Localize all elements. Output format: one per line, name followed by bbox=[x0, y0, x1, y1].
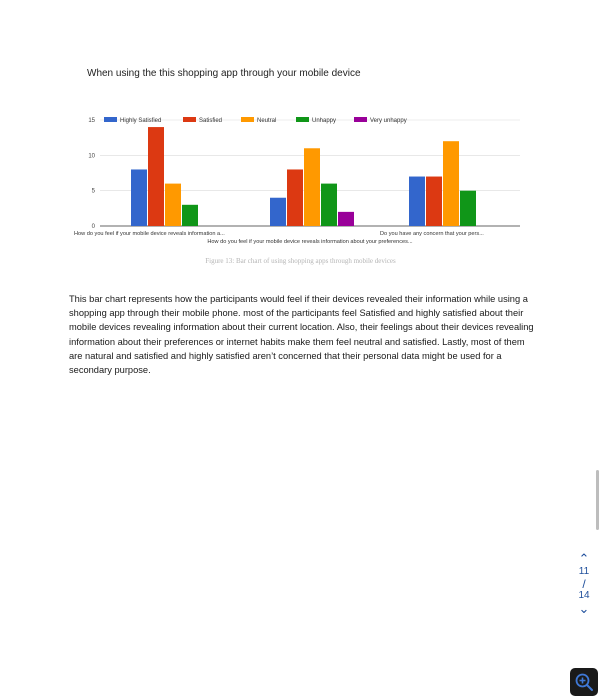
bar-chart bbox=[0, 0, 601, 250]
legend-swatch bbox=[104, 117, 117, 122]
bar-satisfied bbox=[287, 169, 303, 226]
bar-neutral bbox=[443, 141, 459, 226]
bar-satisfied bbox=[148, 127, 164, 226]
x-category-label: Do you have any concern that your pers... bbox=[380, 231, 484, 237]
figure-caption: Figure 13: Bar chart of using shopping apps through mobile devices bbox=[205, 257, 396, 265]
legend-label: Satisfied bbox=[199, 118, 223, 124]
legend-label: Neutral bbox=[257, 118, 277, 124]
current-page: 11 bbox=[578, 566, 590, 577]
legend-label: Very unhappy bbox=[370, 118, 407, 124]
bar-highly-satisfied bbox=[131, 169, 147, 226]
legend-swatch bbox=[296, 117, 309, 122]
zoom-in-icon bbox=[574, 672, 594, 692]
bar-very-unhappy bbox=[338, 212, 354, 226]
page-navigator bbox=[570, 552, 598, 616]
chart-title: When using the this shopping app through your mobile device bbox=[87, 68, 361, 79]
y-tick-label: 5 bbox=[91, 188, 95, 195]
chevron-down-icon[interactable]: ⌄ bbox=[578, 601, 590, 616]
y-tick-label: 15 bbox=[88, 118, 95, 124]
bar-highly-satisfied bbox=[270, 198, 286, 226]
x-category-label: How do you feel if your mobile device reveals information a... bbox=[74, 231, 225, 237]
page-separator: / bbox=[582, 577, 586, 591]
scrollbar-thumb[interactable] bbox=[596, 470, 599, 530]
bar-neutral bbox=[304, 148, 320, 226]
total-pages: 14 bbox=[578, 590, 590, 601]
chevron-up-icon[interactable]: ⌃ bbox=[578, 551, 590, 566]
legend-label: Unhappy bbox=[312, 118, 337, 124]
y-tick-label: 0 bbox=[91, 224, 95, 230]
legend-swatch bbox=[354, 117, 367, 122]
bar-unhappy bbox=[460, 191, 476, 226]
zoom-button[interactable] bbox=[570, 668, 598, 696]
bar-neutral bbox=[165, 184, 181, 226]
body-paragraph: This bar chart represents how the participants would feel if their devices revealed their information while using a shopping app through their mobile phone. most of the participants feel Satisfied and highly satisfied about their mobile devices revealing information about their current location. Also, their feelings about their devices revealing information about their preferences or internet habits make them feel neutral and satisfied. Lastly, most of them are natural and satisfied and highly satisfied aren’t concerned that their personal data might be used for a secondary purpose. bbox=[69, 294, 534, 376]
bar-highly-satisfied bbox=[409, 177, 425, 226]
bar-unhappy bbox=[182, 205, 198, 226]
bar-unhappy bbox=[321, 184, 337, 226]
x-category-label: How do you feel if your mobile device reveals information about your preferences... bbox=[207, 239, 413, 245]
legend-swatch bbox=[241, 117, 254, 122]
y-tick-label: 10 bbox=[88, 153, 95, 160]
bar-satisfied bbox=[426, 177, 442, 226]
legend-swatch bbox=[183, 117, 196, 122]
legend-label: Highly Satisfied bbox=[120, 118, 162, 124]
